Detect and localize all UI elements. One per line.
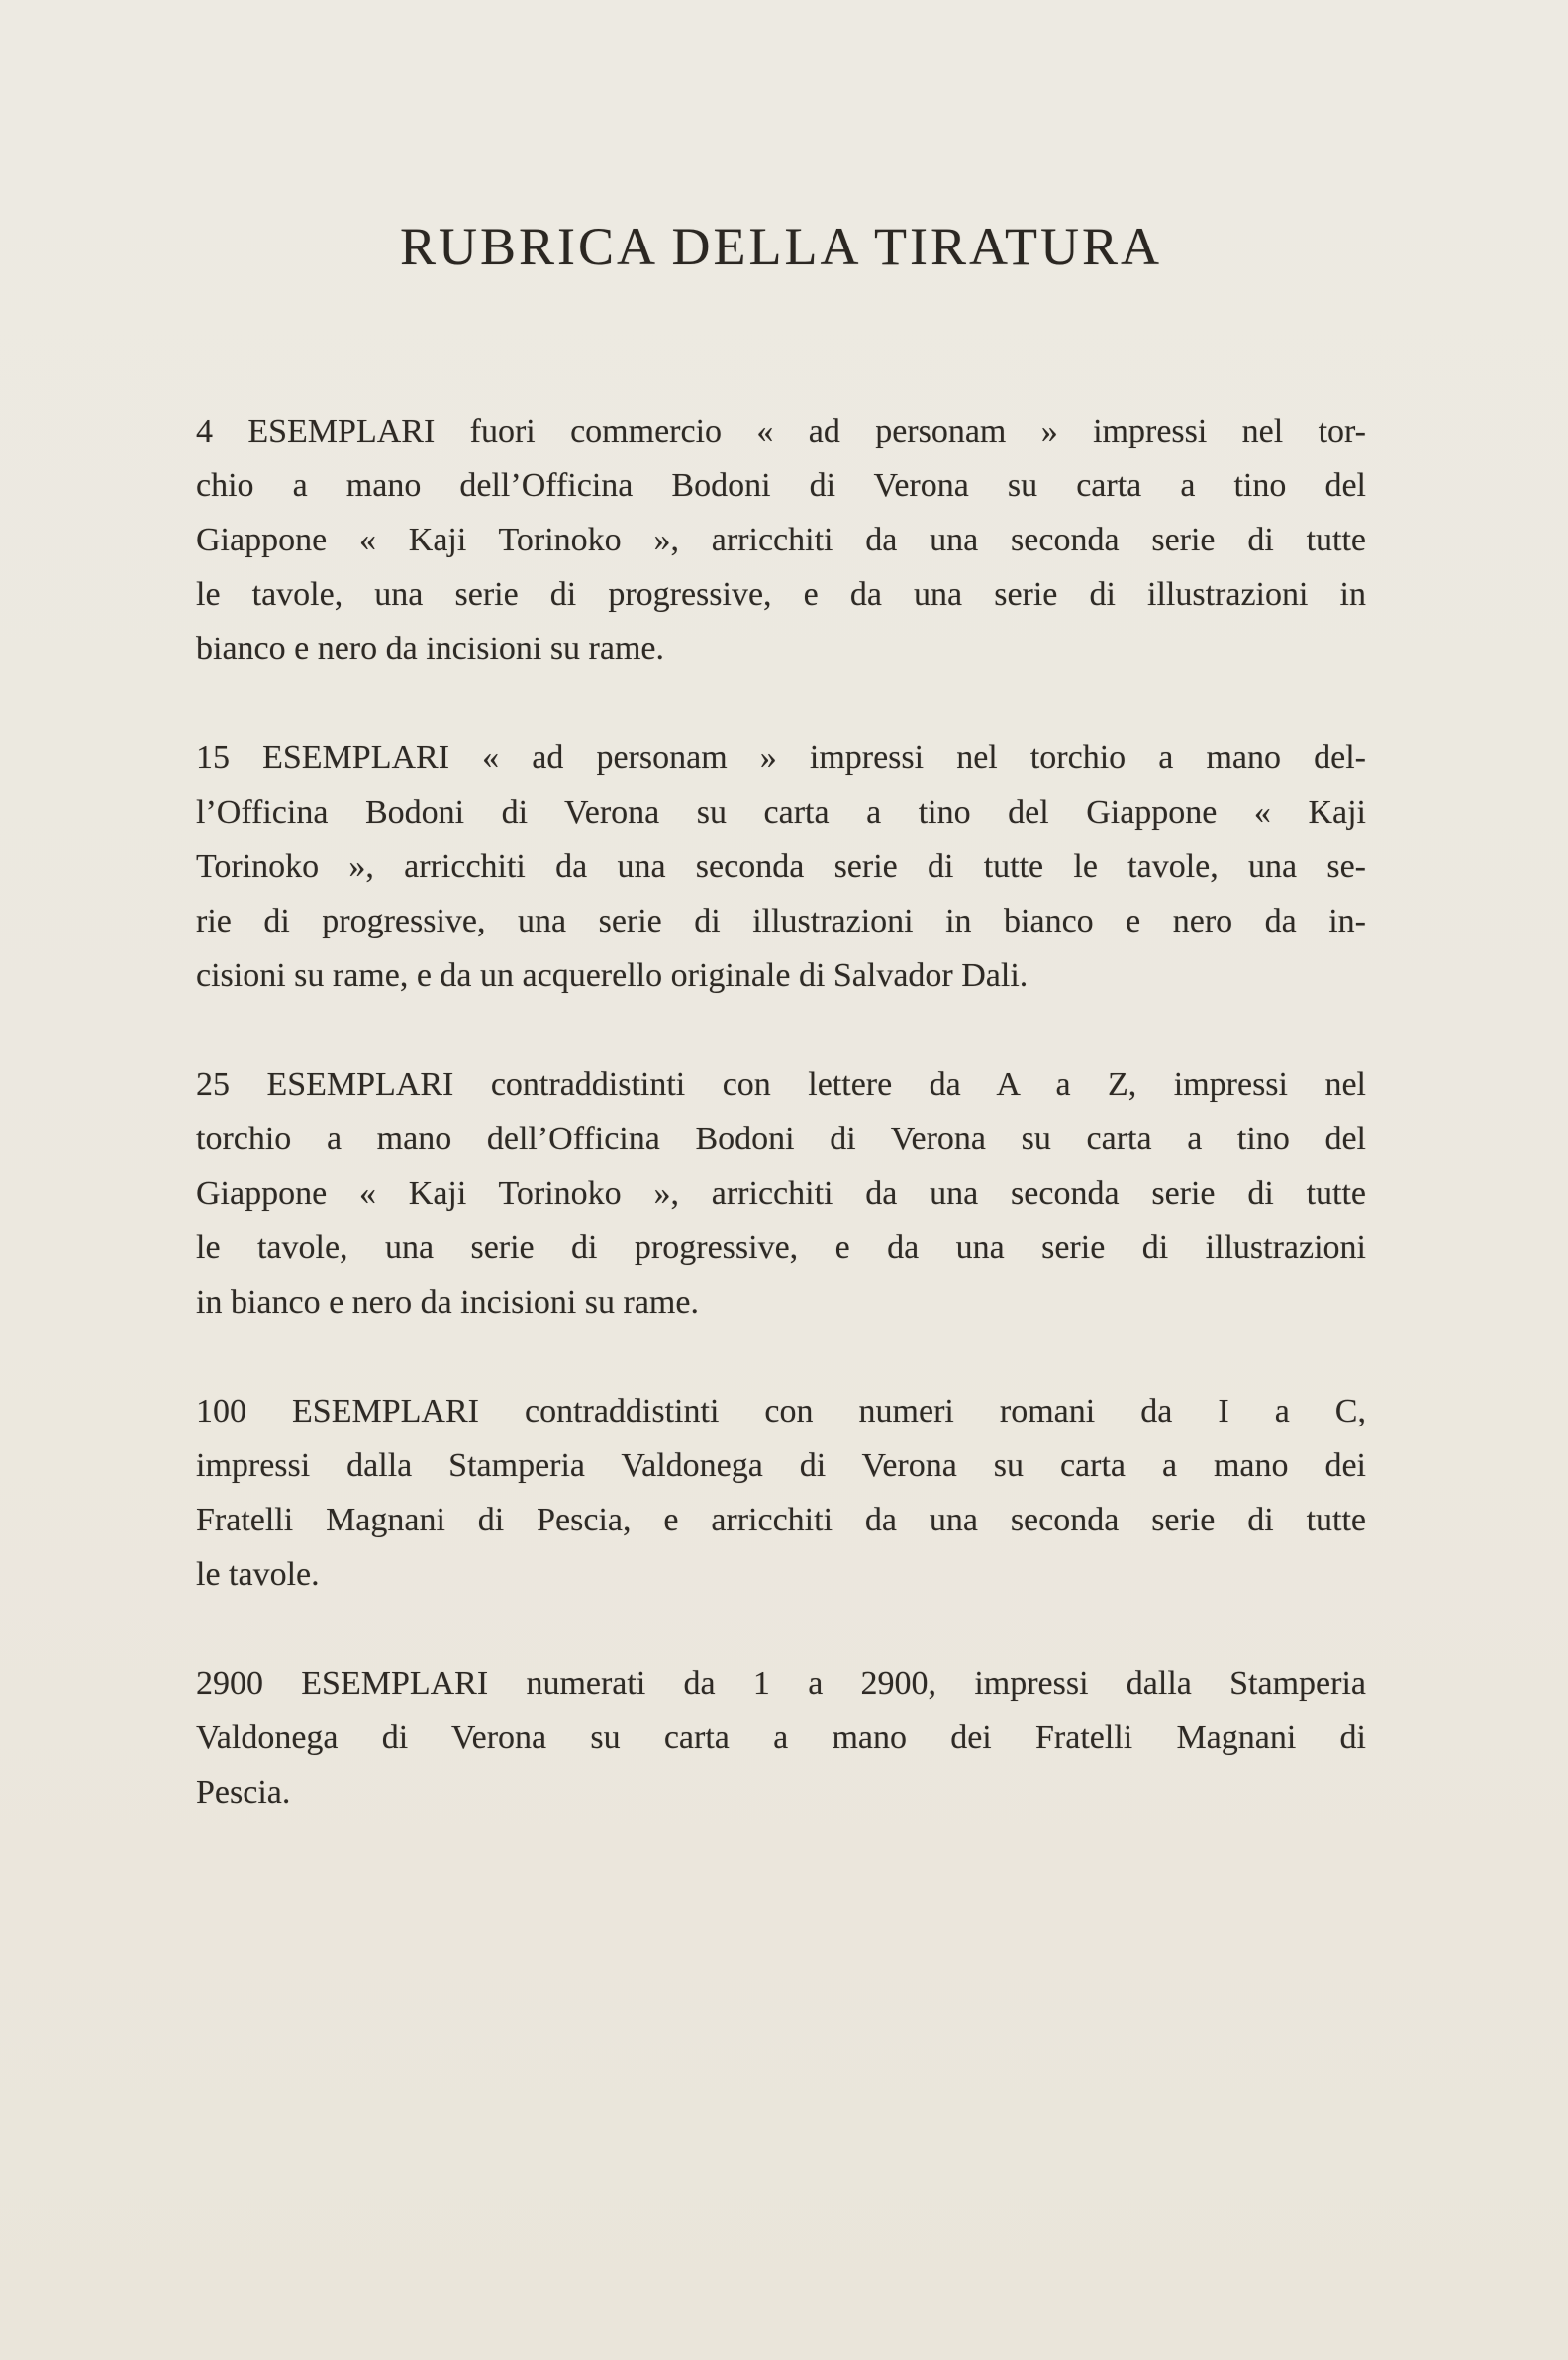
limitation-paragraph-4-esemplari	[196, 404, 1366, 676]
text-line: in bianco e nero da incisioni su rame.	[196, 1284, 699, 1321]
text-line: Giappone « Kaji Torinoko », arricchiti da una seconda serie di tutte	[196, 1175, 1366, 1212]
text-line: torchio a mano dell’Officina Bodoni di Verona su carta a tino del	[196, 1121, 1366, 1157]
text-line: l’Officina Bodoni di Verona su carta a tino del Giappone « Kaji	[196, 794, 1366, 831]
limitation-paragraph-100-esemplari	[196, 1384, 1366, 1602]
text-line: chio a mano dell’Officina Bodoni di Verona su carta a tino del	[196, 467, 1366, 504]
text-line: le tavole, una serie di progressive, e da una serie di illustrazioni in	[196, 576, 1366, 613]
text-line: Fratelli Magnani di Pescia, e arricchiti da una seconda serie di tutte	[196, 1502, 1366, 1538]
text-line: Valdonega di Verona su carta a mano dei Fratelli Magnani di	[196, 1720, 1366, 1756]
text-line: 4 ESEMPLARI fuori commercio « ad personam » impressi nel tor-	[196, 413, 1366, 449]
text-line: Pescia.	[196, 1774, 291, 1811]
text-line: Giappone « Kaji Torinoko », arricchiti da una seconda serie di tutte	[196, 522, 1366, 558]
text-line: impressi dalla Stamperia Valdonega di Verona su carta a mano dei	[196, 1447, 1366, 1484]
text-line: Torinoko », arricchiti da una seconda serie di tutte le tavole, una se-	[196, 848, 1366, 885]
text-line: cisioni su rame, e da un acquerello originale di Salvador Dali.	[196, 957, 1029, 994]
text-line: 15 ESEMPLARI « ad personam » impressi nel torchio a mano del-	[196, 739, 1366, 776]
text-line: bianco e nero da incisioni su rame.	[196, 631, 665, 667]
text-line: le tavole, una serie di progressive, e da una serie di illustrazioni	[196, 1229, 1366, 1266]
page-title: RUBRICA DELLA TIRATURA	[399, 217, 1163, 276]
text-line: 25 ESEMPLARI contraddistinti con lettere da A a Z, impressi nel	[196, 1066, 1366, 1103]
text-line: le tavole.	[196, 1556, 320, 1593]
limitation-paragraph-15-esemplari	[196, 731, 1366, 1003]
text-line: 2900 ESEMPLARI numerati da 1 a 2900, impressi dalla Stamperia	[196, 1665, 1366, 1702]
limitation-paragraph-2900-esemplari	[196, 1656, 1366, 1819]
text-line: 100 ESEMPLARI contraddistinti con numeri romani da I a C,	[196, 1393, 1366, 1429]
text-line: rie di progressive, una serie di illustrazioni in bianco e nero da in-	[196, 903, 1366, 939]
limitation-paragraph-25-esemplari	[196, 1057, 1366, 1329]
